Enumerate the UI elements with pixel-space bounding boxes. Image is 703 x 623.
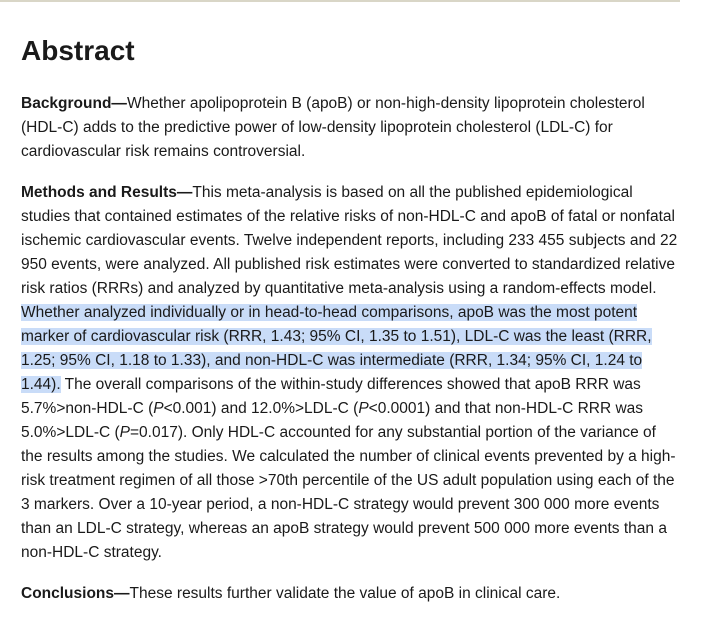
background-paragraph [21, 92, 681, 164]
methods-results-paragraph [21, 181, 681, 565]
p-value-symbol: P [153, 400, 164, 417]
highlighted-text-selection[interactable]: Whether analyzed individually or in head-to-head comparisons, apoB was the most potent marker of cardiovascular risk (RRR, 1.43; 95% CI, 1.35 to 1.51), LDL-C was the least (RRR, 1.25; 95% CI, 1.18 to 1.33), and non-HDL-C was intermediate (RRR, 1.34; 95% CI, 1.24 to 1.44). [21, 304, 652, 393]
conclusions-label: Conclusions— [21, 585, 130, 602]
methods-text-4: <0.0001) and that non-HDL-C RRR was 5.0%>LDL-C ( [21, 400, 644, 441]
abstract-section [21, 34, 681, 623]
methods-results-label: Methods and Results— [21, 184, 193, 201]
background-text: Whether apolipoprotein B (apoB) or non-high-density lipoprotein cholesterol (HDL-C) adds to the predictive power of low-density lipoprotein cholesterol (LDL-C) for cardiovascular risk remains controversial. [21, 95, 645, 160]
methods-text-1: This meta-analysis is based on all the published epidemiological studies that contained estimates of the relative risks of non-HDL-C and apoB of fatal or nonfatal ischemic cardiovascular events. Twelve independent reports, including 233 455 subjects and 22 950 events, were analyzed. All published risk estimates were converted to standardized relative risk ratios (RRRs) and analyzed by quantitative meta-analysis using a random-effects model. [21, 184, 678, 297]
conclusions-paragraph [21, 582, 681, 606]
p-value-symbol: P [119, 424, 130, 441]
p-value-symbol: P [358, 400, 369, 417]
methods-text-2: The overall comparisons of the within-study differences showed that apoB RRR was 5.7%>non-HDL-C ( [21, 376, 641, 417]
top-divider [0, 0, 680, 2]
abstract-heading: Abstract [21, 35, 135, 66]
methods-text-5: =0.017). Only HDL-C accounted for any substantial portion of the variance of the results among the studies. We calculated the number of clinical events prevented by a high-risk treatment regimen of all those >70th percentile of the US adult population using each of the 3 markers. Over a 10-year period, a non-HDL-C strategy would prevent 300 000 more events than an LDL-C strategy, whereas an apoB strategy would prevent 500 000 more events than a non-HDL-C strategy. [21, 424, 676, 561]
conclusions-text: These results further validate the value of apoB in clinical care. [129, 585, 561, 602]
background-label: Background— [21, 95, 127, 112]
methods-text-3: <0.001) and 12.0%>LDL-C ( [163, 400, 359, 417]
